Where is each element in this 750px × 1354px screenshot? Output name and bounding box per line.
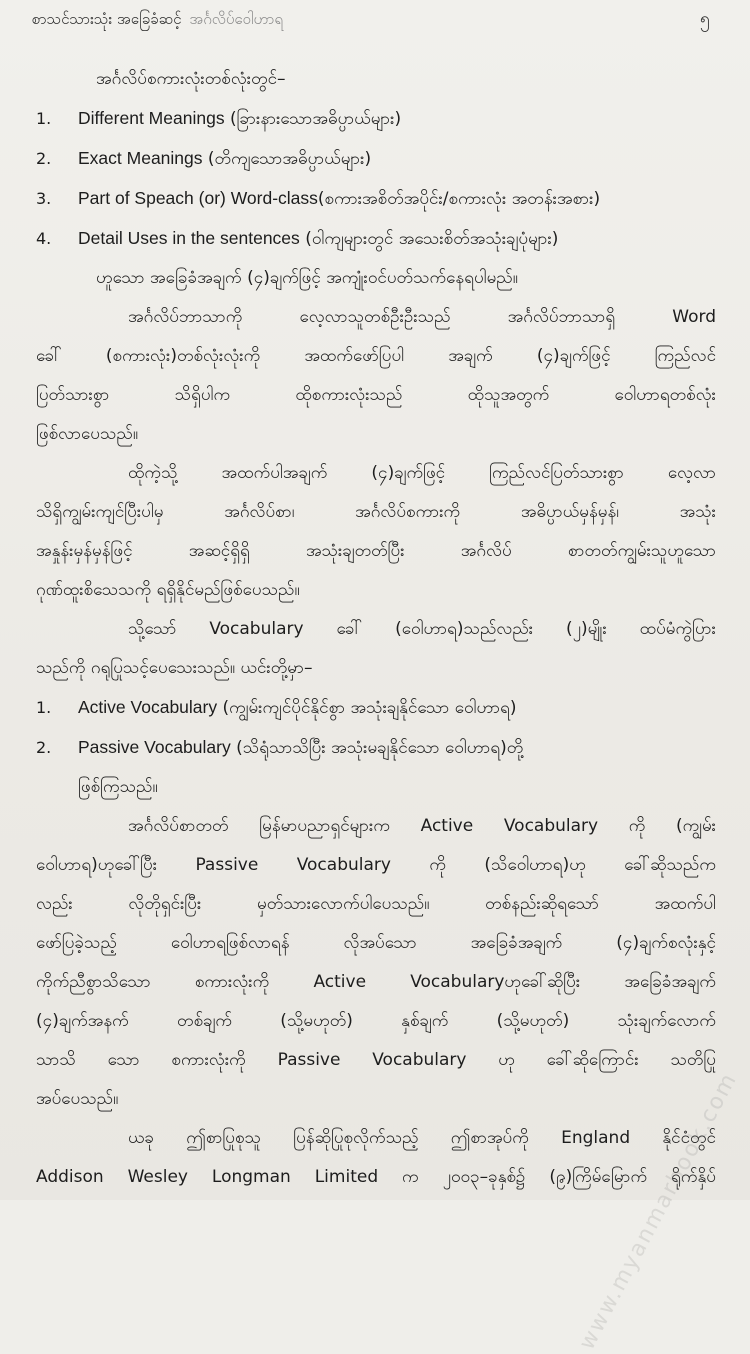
page-header: [32, 6, 710, 34]
paragraph-line: အင်္ဂလိပ်ဘာသာကို လေ့လာသူတစ်ဦးဦးသည် အင်္ဂလိပ်ဘာသာရှိ Word: [128, 307, 716, 327]
list-conclusion: ဟူသော အခြေခံအချက် (၄)ချက်ဖြင့် အကျုံးဝင်ပတ်သက်နေရပါမည်။: [96, 268, 518, 288]
paragraph-line: အင်္ဂလိပ်စာတတ် မြန်မာပညာရှင်များက Active Vocabulary ကို (ကျွမ်း: [128, 816, 716, 836]
list-number: 2.: [36, 149, 52, 168]
list-item: [36, 179, 716, 219]
paragraph-line: ကိုက်ညီစွာသိသော စကားလုံးကို Active Vocabularyဟုခေါ်ဆိုပြီး အခြေခံအချက်: [36, 972, 716, 992]
intro-line: အင်္ဂလိပ်စကားလုံးတစ်လုံးတွင်–: [96, 69, 286, 89]
paragraph-1: [36, 298, 716, 454]
list-continuation: ဖြစ်ကြသည်။: [78, 777, 158, 797]
paragraph-line: လည်း လိုတိုရှင်းပြီး မှတ်သားလောက်ပါပေသည်။ တစ်နည်းဆိုရသော် အထက်ပါ: [36, 894, 716, 914]
paragraph-5: [36, 1119, 716, 1197]
paragraph-line: ထိုကဲ့သို့ အထက်ပါအချက် (၄)ချက်ဖြင့် ကြည်လင်ပြတ်သားစွာ လေ့လာ: [128, 463, 716, 483]
meaning-list: [36, 99, 716, 259]
vocabulary-list: [36, 688, 716, 807]
list-term: Different Meanings: [78, 108, 225, 128]
paragraph-line: အပ်ပေသည်။: [36, 1089, 119, 1109]
paragraph-line: ဂုဏ်ထူးစိသေသကို ရရှိနိုင်မည်ဖြစ်ပေသည်။: [36, 580, 300, 600]
paragraph-4: [36, 807, 716, 1119]
list-term: Active Vocabulary: [78, 697, 218, 717]
running-title: စာသင်သားသုံး အခြေခံဆင့်: [32, 10, 182, 28]
list-number: 4.: [36, 229, 52, 248]
page-number: ၅: [699, 8, 710, 29]
paragraph-line: (၄)ချက်အနက် တစ်ချက် (သို့မဟုတ်) နှစ်ချက် (သို့မဟုတ်) သုံးချက်လောက်: [36, 1011, 716, 1031]
list-number: 1.: [36, 698, 52, 717]
page-body: [36, 60, 716, 1197]
list-gloss: (ဝါကျများတွင် အသေးစိတ်အသုံးချပုံများ): [305, 229, 559, 249]
paragraph-3: [36, 610, 716, 688]
paragraph-line: ဝေါဟာရ)ဟုခေါ်ပြီး Passive Vocabulary ကို (သိဝေါဟာရ)ဟု ခေါ်ဆိုသည်က: [36, 855, 716, 875]
list-gloss: (သိရုံသာသိပြီး အသုံးမချနိုင်သော ဝေါဟာရ)တို့: [236, 738, 524, 758]
list-gloss: (စကားအစိတ်အပိုင်း/စကားလုံး အတန်းအစား): [317, 189, 601, 209]
list-item: [36, 219, 716, 259]
running-subtitle: အင်္ဂလိပ်ဝေါဟာရ: [189, 10, 283, 28]
paragraph-line: ပြတ်သားစွာ သိရှိပါက ထိုစကားလုံးသည် ထိုသူအတွက် ဝေါဟာရတစ်လုံး: [36, 385, 716, 405]
list-term: Passive Vocabulary: [78, 737, 231, 757]
paragraph-line: ဖော်ပြခဲ့သည့် ဝေါဟာရဖြစ်လာရန် လိုအပ်သော အခြေခံအချက် (၄)ချက်စလုံးနှင့်: [36, 933, 716, 953]
list-term: Part of Speach (or) Word-class: [78, 188, 318, 208]
list-number: 3.: [36, 189, 52, 208]
list-gloss: (တိကျသောအဓိပ္ပာယ်များ): [207, 149, 372, 169]
paragraph-line: ယခု ဤစာပြုစုသူ ပြန်ဆိုပြုစုလိုက်သည့် ဤစာအုပ်ကို England နိုင်ငံတွင်: [128, 1128, 716, 1148]
paragraph-line: ခေါ် (စကားလုံး)တစ်လုံးလုံးကို အထက်ဖော်ပြပါ အချက် (၄)ချက်ဖြင့် ကြည်လင်: [36, 346, 716, 366]
paragraph-line: အနှုန်းမှန်မှန်ဖြင့် အဆင့်ရှိရှိ အသုံးချတတ်ပြီး အင်္ဂလိပ် စာတတ်ကျွမ်းသူဟူသော: [36, 541, 716, 561]
list-item: [36, 688, 716, 728]
list-item: [36, 139, 716, 179]
watermark: www.myanmarbook.com: [574, 1068, 742, 1354]
list-item: [36, 728, 716, 768]
list-number: 2.: [36, 738, 52, 757]
paragraph-line: Addison Wesley Longman Limited က ၂၀၀၃–ခုနှစ်၌ (၉)ကြိမ်မြောက် ရိုက်နှိပ်: [36, 1167, 716, 1187]
paragraph-2: [36, 454, 716, 610]
paragraph-line: သည်ကို ဂရုပြုသင့်ပေသေးသည်။ ယင်းတို့မှာ–: [36, 658, 313, 678]
list-term: Detail Uses in the sentences: [78, 228, 300, 248]
list-gloss: (ခြားနားသောအဓိပ္ပာယ်များ): [229, 109, 402, 129]
paragraph-line: သိရှိကျွမ်းကျင်ပြီးပါမှ အင်္ဂလိပ်စာ၊ အင်္ဂလိပ်စကားကို အဓိပ္ပာယ်မှန်မှန်၊ အသုံး: [36, 502, 716, 522]
paragraph-line: သာသိ သော စကားလုံးကို Passive Vocabulary ဟု ခေါ်ဆိုကြောင်း သတိပြု: [36, 1050, 716, 1070]
list-item: [36, 99, 716, 139]
list-term: Exact Meanings: [78, 148, 203, 168]
paragraph-line: သို့သော် Vocabulary ခေါ် (ဝေါဟာရ)သည်လည်း (၂)မျိုး ထပ်မံကွဲပြား: [128, 619, 716, 639]
list-gloss: (ကျွမ်းကျင်ပိုင်နိုင်စွာ အသုံးချနိုင်သော ဝေါဟာရ): [222, 698, 517, 718]
paragraph-line: ဖြစ်လာပေသည်။: [36, 424, 138, 444]
list-number: 1.: [36, 109, 52, 128]
